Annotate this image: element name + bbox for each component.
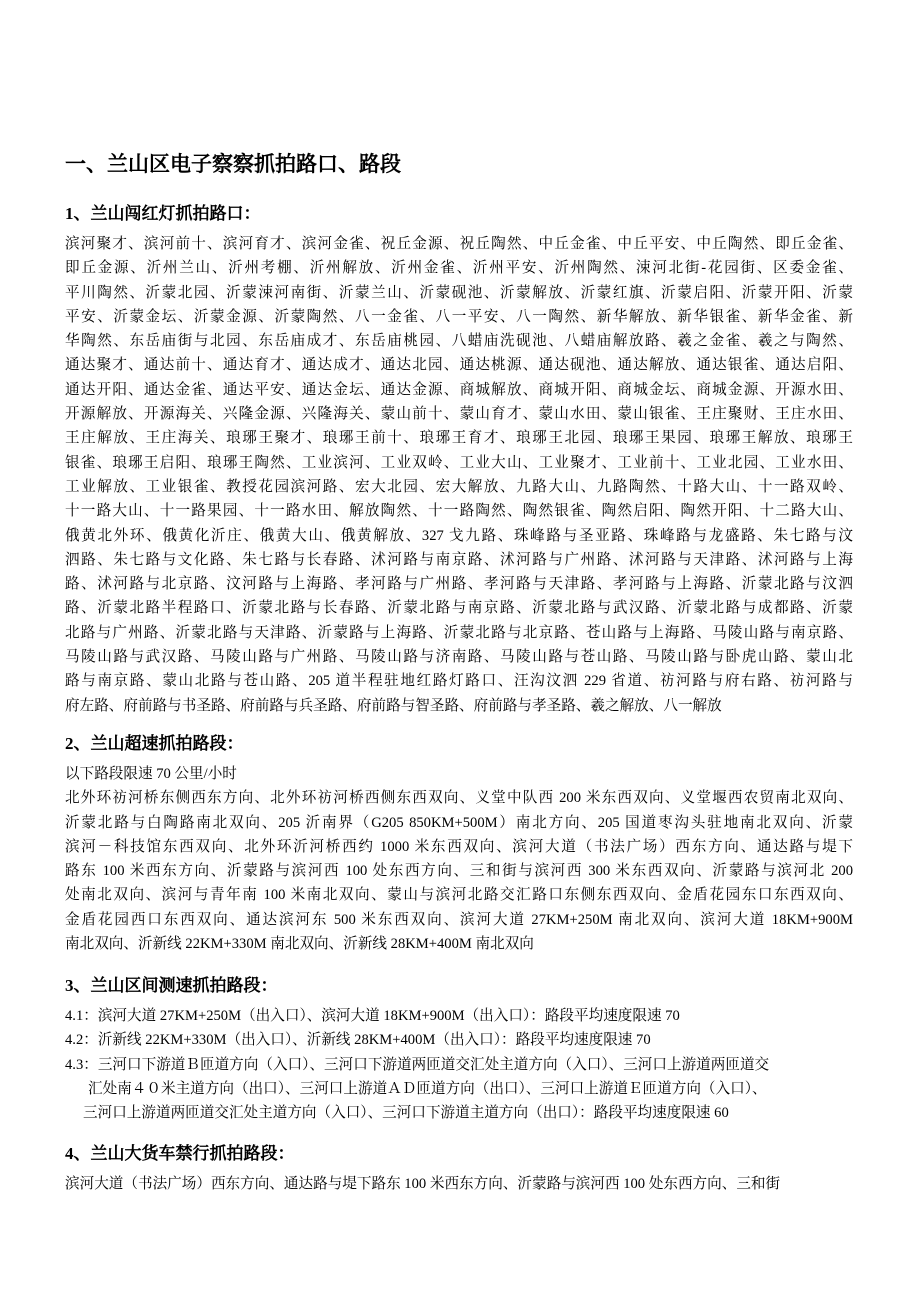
text-line: 滨河聚才、滨河前十、滨河育才、滨河金雀、祝丘金源、祝丘陶然、中丘金雀、中丘平安、中丘陶然、即丘金雀、: [65, 236, 853, 252]
text-line: 滨河－科技馆东西双向、北外环沂河桥西约 1000 米东西双向、滨河大道（书法广场）西东方向、通达路与堤下: [65, 838, 853, 855]
text-line: 平安、沂蒙金坛、沂蒙金源、沂蒙陶然、八一金雀、八一平安、八一陶然、新华解放、新华银雀、新华金雀、新: [65, 308, 853, 325]
text-line: 路、沭河路与北京路、汶河路与上海路、孝河路与广州路、孝河路与天津路、孝河路与上海路、沂蒙北路与汶泗: [65, 576, 853, 593]
text-line: 通达聚才、通达前十、通达育才、通达成才、通达北园、通达桃源、通达砚池、通达解放、通达银雀、通达启阳、: [65, 357, 853, 374]
text-line: 开源解放、开源海关、兴隆金源、兴隆海关、蒙山前十、蒙山育才、蒙山水田、蒙山银雀、王庄聚财、王庄水田、: [65, 406, 853, 423]
page-title: 一、兰山区电子察察抓拍路口、路段: [65, 152, 401, 176]
text-line: 泗路、朱七路与文化路、朱七路与长春路、沭河路与南京路、沭河路与广州路、沭河路与天津路、沭河路与上海: [65, 551, 853, 568]
text-line: 十一路大山、十一路果园、十一路水田、解放陶然、十一路陶然、陶然银雀、陶然启阳、陶然开阳、十二路大山、: [65, 503, 853, 520]
text-line: 即丘金源、沂州兰山、沂州考棚、沂州解放、沂州金雀、沂州平安、沂州陶然、涑河北街-花园街、区委金雀、: [65, 260, 853, 277]
section-3-body: [65, 1004, 853, 1125]
text-line: 马陵山路与武汉路、马陵山路与广州路、马陵山路与济南路、马陵山路与苍山路、马陵山路与卧虎山路、蒙山北: [65, 649, 853, 666]
text-line: 沂蒙北路与白陶路南北双向、205 沂南界（G205 850KM+500M）南北方向、205 国道枣沟头驻地南北双向、沂蒙: [65, 814, 853, 831]
text-line: 4.2：沂新线 22KM+330M（出入口）、沂新线 28KM+400M（出入口）：路段平均速度限速 70: [65, 1032, 651, 1049]
text-line: 通达开阳、通达金雀、通达平安、通达金坛、通达金源、商城解放、商城开阳、商城金坛、商城金源、开源水田、: [65, 381, 853, 398]
text-line: 北外环祊河桥东侧西东方向、北外环祊河桥西侧东西双向、义堂中队西 200 米东西双向、义堂堰西农贸南北双向、: [65, 790, 853, 807]
text-line: 路与南京路、蒙山北路与苍山路、205 道半程驻地红路灯路口、汪沟汶泗 229 省道、祊河路与府右路、祊河路与: [65, 673, 853, 690]
text-line: 路东 100 米西东方向、沂蒙路与滨河西 100 处东西方向、三和街与滨河西 300 米东西双向、沂蒙路与滨河北 200: [65, 863, 853, 880]
text-line: 金盾花园西口东西双向、通达滨河东 500 米东西双向、滨河大道 27KM+250M 南北双向、滨河大道 18KM+900M: [65, 911, 853, 928]
text-line: 三河口上游道两匝道交汇处主道方向（入口）、三河口下游道主道方向（出口）：路段平均速度限速 60: [83, 1105, 729, 1122]
section-1-body: [65, 232, 853, 718]
section-4-body: [65, 1172, 853, 1196]
text-line: 4.1：滨河大道 27KM+250M（出入口）、滨河大道 18KM+900M（出入口）：路段平均速度限速 70: [65, 1008, 680, 1024]
section-1-heading: 1、兰山闯红灯抓拍路口：: [65, 204, 261, 223]
text-line: 王庄解放、王庄海关、琅琊王聚才、琅琊王前十、琅琊王育才、琅琊王北园、琅琊王果园、琅琊王解放、琅琊王: [65, 430, 853, 447]
text-line: 处南北双向、滨河与青年南 100 米南北双向、蒙山与滨河北路交汇路口东侧东西双向、金盾花园东口东西双向、: [65, 887, 853, 904]
section-2-body: [65, 762, 853, 956]
text-line: 府左路、府前路与书圣路、府前路与兵圣路、府前路与智圣路、府前路与孝圣路、羲之解放、八一解放: [65, 697, 722, 714]
text-line: 4.3：三河口下游道Ｂ匝道方向（入口）、三河口下游道两匝道交汇处主道方向（入口）、三河口上游道两匝道交: [65, 1056, 770, 1073]
section-3-heading: 3、兰山区间测速抓拍路段：: [65, 976, 278, 995]
text-line: 汇处南４０米主道方向（出口）、三河口上游道ＡＤ匝道方向（出口）、三河口上游道Ｅ匝道方向（入口）、: [88, 1080, 767, 1097]
text-line: 银雀、琅琊王启阳、琅琊王陶然、工业滨河、工业双岭、工业大山、工业聚才、工业前十、工业北园、工业水田、: [65, 454, 853, 471]
section-4-heading: 4、兰山大货车禁行抓拍路段：: [65, 1144, 295, 1163]
text-line: 南北双向、沂新线 22KM+330M 南北双向、沂新线 28KM+400M 南北双向: [65, 936, 534, 953]
text-line: 平川陶然、沂蒙北园、沂蒙涑河南街、沂蒙兰山、沂蒙砚池、沂蒙解放、沂蒙红旗、沂蒙启阳、沂蒙开阳、沂蒙: [65, 284, 853, 301]
text-line: 工业解放、工业银雀、教授花园滨河路、宏大北园、宏大解放、九路大山、九路陶然、十路大山、十一路双岭、: [65, 478, 853, 495]
text-line: 华陶然、东岳庙街与北园、东岳庙成才、东岳庙桃园、八蜡庙洗砚池、八蜡庙解放路、羲之金雀、羲之与陶然、: [65, 333, 853, 350]
text-line: 俄黄北外环、俄黄化沂庄、俄黄大山、俄黄解放、327 戈九路、珠峰路与圣亚路、珠峰路与龙盛路、朱七路与汶: [65, 527, 853, 544]
text-line: 路、沂蒙北路半程路口、沂蒙北路与长春路、沂蒙北路与南京路、沂蒙北路与武汉路、沂蒙北路与成都路、沂蒙: [65, 600, 853, 617]
text-line: 滨河大道（书法广场）西东方向、通达路与堤下路东 100 米西东方向、沂蒙路与滨河西 100 处东西方向、三和街: [65, 1176, 781, 1192]
text-line: 以下路段限速 70 公里/小时: [65, 766, 237, 782]
section-2-heading: 2、兰山超速抓拍路段：: [65, 734, 244, 753]
text-line: 北路与广州路、沂蒙北路与天津路、沂蒙路与上海路、沂蒙北路与北京路、苍山路与上海路、马陵山路与南京路、: [65, 624, 853, 641]
